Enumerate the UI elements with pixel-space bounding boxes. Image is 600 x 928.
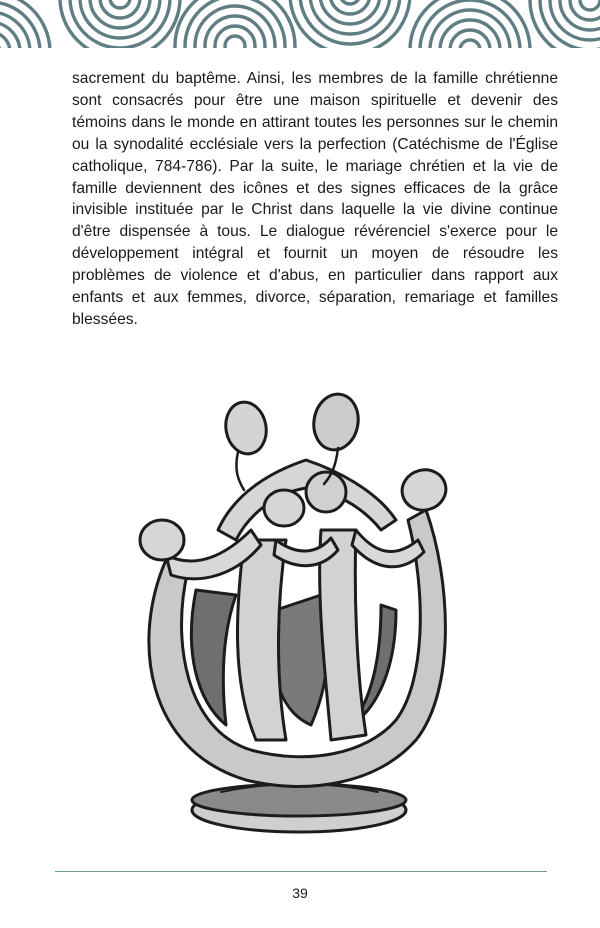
footer-divider bbox=[55, 871, 547, 872]
family-sculpture-illustration bbox=[126, 380, 466, 842]
header-arc-pattern bbox=[0, 0, 600, 48]
body-paragraph: sacrement du baptême. Ainsi, les membres de la famille chrétienne sont consacrés pour être une maison spirituelle et devenir des témoins dans le monde en attirant toutes les personnes sur le chemin ou la synodalité ecclésiale vers la perfection (Catéchisme de l'Église catholique, 784-786). Par la suite, le mariage chrétien et la vie de famille deviennent des icônes et des signes efficaces de la grâce invisible instituée par le Christ dans laquelle la vie divine continue d'être dispensée à tous. Le dialogue révérenciel s'exerce pour le développement intégral et fournit un moyen de résoudre les problèmes de violence et d'abus, en particulier dans rapport aux enfants et aux femmes, divorce, séparation, remariage et familles blessées. bbox=[72, 70, 558, 328]
page-number: 39 bbox=[292, 885, 308, 901]
